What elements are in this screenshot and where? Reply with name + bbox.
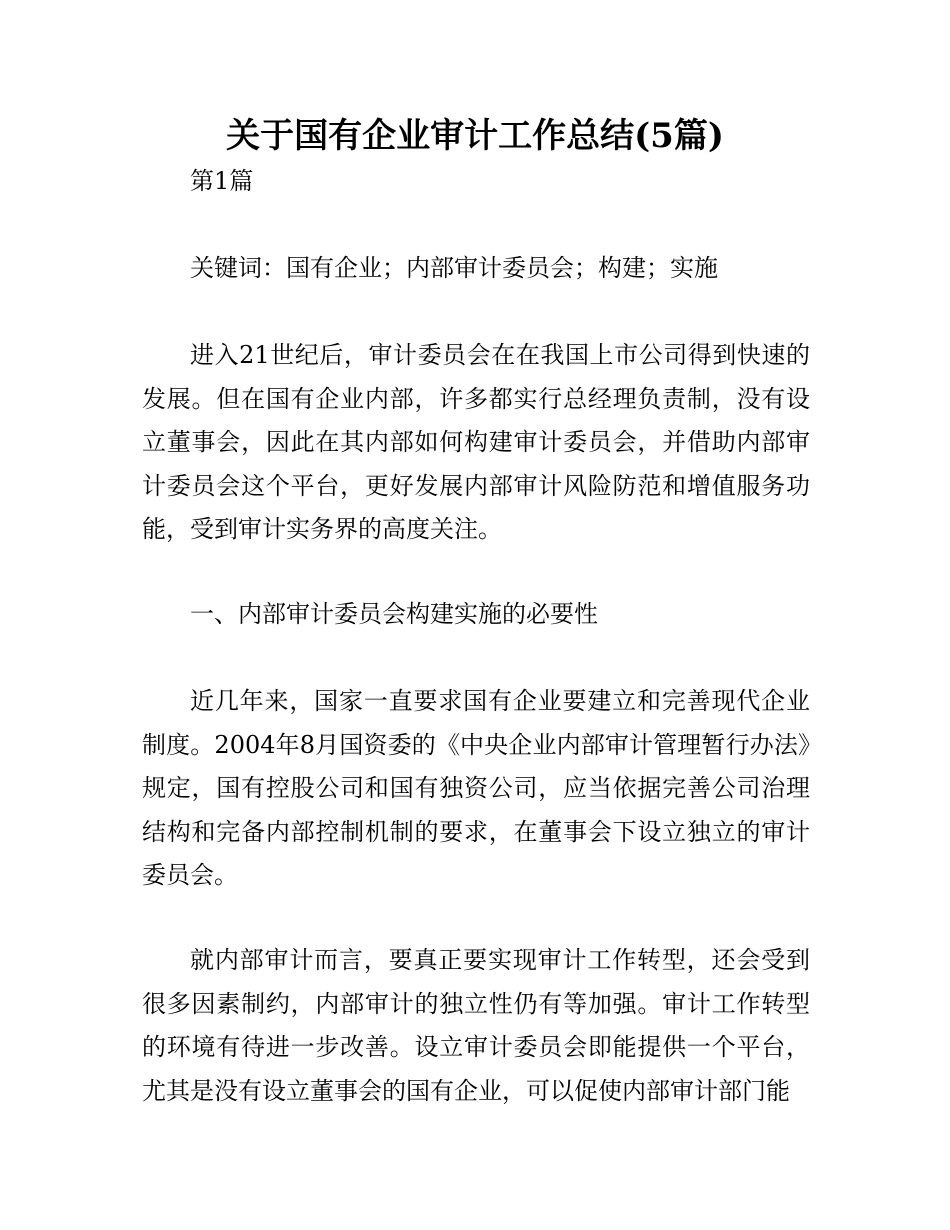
paragraph-necessity: 近几年来，国家一直要求国有企业要建立和完善现代企业制度。2004年8月国资委的《中央企业内部审计管理暂行办法》规定，国有控股公司和国有独资公司，应当依据完善公司治理结构和完备内部控制机制的要求，在董事会下设立独立的审计委员会。 [142,687,810,889]
document-title: 关于国有企业审计工作总结(5篇) [226,116,724,156]
section-label: 第1篇 [190,167,254,195]
paragraph-transformation: 就内部审计而言，要真正要实现审计工作转型，还会受到很多因素制约，内部审计的独立性仍有等加强。审计工作转型的环境有待进一步改善。设立审计委员会即能提供一个平台，尤其是没有设立董事会的国有企业，可以促使内部审计部门能 [142,946,810,1105]
keywords-line: 关键词：国有企业；内部审计委员会；构建；实施 [190,254,718,282]
paragraph-intro: 进入21世纪后，审计委员会在在我国上市公司得到快速的发展。但在国有企业内部，许多都实行总经理负责制，没有设立董事会，因此在其内部如何构建审计委员会，并借助内部审计委员会这个平台，更好发展内部审计风险防范和增值服务功能，受到审计实务界的高度关注。 [142,341,810,543]
section-heading: 一、内部审计委员会构建实施的必要性 [190,600,598,628]
